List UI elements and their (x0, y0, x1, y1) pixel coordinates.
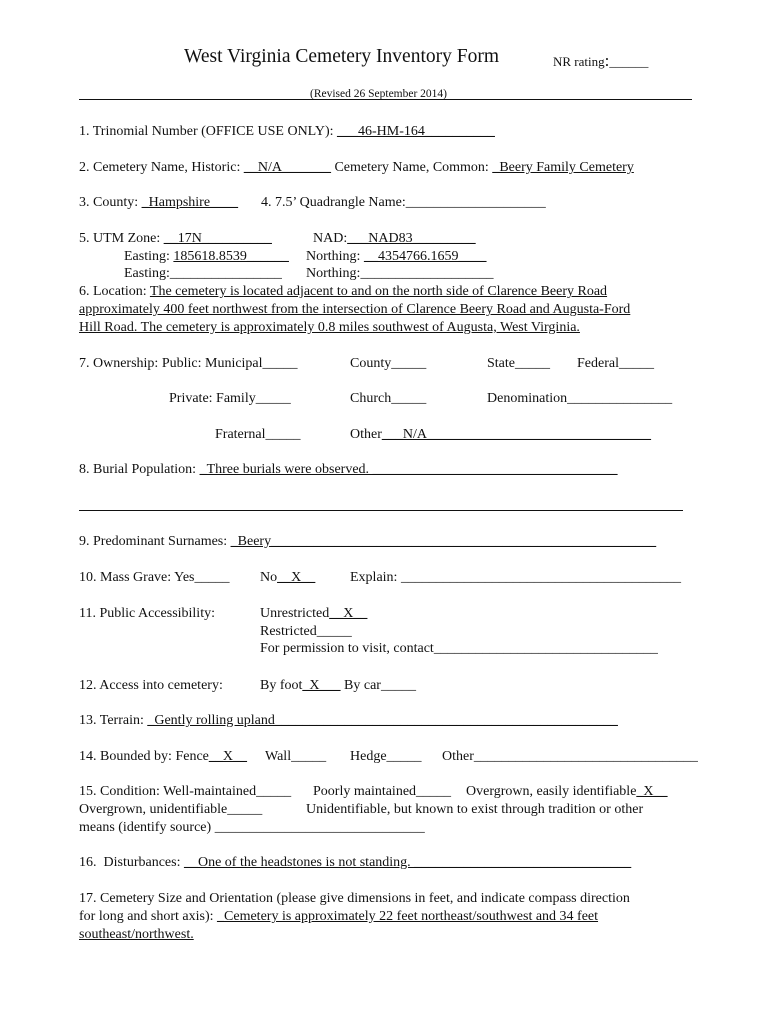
access-foot-field[interactable]: _X___ (302, 678, 341, 693)
access-car-field[interactable]: By car_____ (344, 678, 416, 693)
county-row (79, 194, 238, 212)
mass-grave-explain-label: Explain: (350, 570, 401, 585)
revised-date: (Revised 26 September 2014) (310, 88, 448, 100)
size-orientation-row (79, 908, 598, 926)
easting-label-1: Easting: (124, 249, 174, 264)
historic-name-label: 2. Cemetery Name, Historic: (79, 160, 244, 175)
utm-zone-field[interactable]: __17N__________ (163, 231, 272, 246)
bounded-hedge-field[interactable]: Hedge_____ (350, 749, 422, 764)
ownership-fraternal[interactable]: Fraternal_____ (215, 427, 301, 442)
condition-poorly-maintained[interactable]: Poorly maintained_____ (313, 784, 452, 799)
trinomial-number-row (79, 123, 495, 141)
common-name-label: Cemetery Name, Common: (330, 160, 493, 175)
permission-row (260, 640, 658, 658)
mass-grave-no-field[interactable]: __X__ (277, 570, 316, 585)
nr-rating-field[interactable]: ______ (609, 54, 649, 69)
easting-row-1 (124, 248, 289, 266)
ownership-church[interactable]: Church_____ (350, 391, 427, 406)
location-row (79, 283, 607, 301)
ownership-other-label: Other (350, 427, 382, 442)
bounded-fence-label: 14. Bounded by: Fence (79, 749, 209, 764)
bounded-fence-row (79, 748, 247, 766)
bounded-other-field[interactable]: ________________________________ (473, 749, 698, 764)
ownership-family[interactable]: Private: Family_____ (169, 391, 291, 406)
public-accessibility-label: 11. Public Accessibility: (79, 606, 215, 621)
access-label: 12. Access into cemetery: (79, 678, 223, 693)
permission-label: For permission to visit, contact (260, 641, 434, 656)
bounded-wall-field[interactable]: Wall_____ (265, 749, 327, 764)
mass-grave-explain-row (350, 569, 681, 587)
ownership-denomination[interactable]: Denomination_______________ (487, 391, 673, 406)
burial-population-row (79, 461, 618, 479)
utm-zone-label: 5. UTM Zone: (79, 231, 164, 246)
trinomial-field[interactable]: ___46-HM-164__________ (337, 124, 495, 139)
common-name-field[interactable]: _Beery Family Cemetery (492, 160, 634, 175)
surnames-field[interactable]: _Beery_______________________________________________________ (230, 534, 657, 549)
terrain-label: 13. Terrain: (79, 713, 148, 728)
ownership-federal[interactable]: Federal_____ (577, 356, 654, 371)
condition-unidentifiable-known[interactable]: Unidentifiable, but known to exist through tradition or other (306, 802, 644, 817)
condition-overgrown-identifiable-row (466, 783, 668, 801)
surnames-row (79, 533, 656, 551)
surnames-label: 9. Predominant Surnames: (79, 534, 231, 549)
condition-overgrown-unidentifiable[interactable]: Overgrown, unidentifiable_____ (79, 802, 263, 817)
size-orientation-field-continued[interactable]: southeast/northwest. (79, 927, 194, 942)
nr-rating (553, 52, 648, 71)
nr-rating-colon: : (604, 51, 610, 70)
northing-field-2[interactable]: ___________________ (360, 266, 494, 281)
restricted-field[interactable]: Restricted_____ (260, 624, 352, 639)
nr-rating-label: NR rating (553, 54, 605, 69)
bounded-fence-field[interactable]: __X__ (208, 749, 247, 764)
quadrangle-row (261, 194, 546, 212)
trinomial-label: 1. Trinomial Number (OFFICE USE ONLY): (79, 124, 337, 139)
disturbances-row (79, 854, 631, 872)
historic-name-field[interactable]: __N/A_______ (243, 160, 331, 175)
nad-field[interactable]: ___NAD83_________ (347, 231, 476, 246)
location-label: 6. Location: (79, 284, 150, 299)
disturbances-label: 16. Disturbances: (79, 855, 184, 870)
terrain-field[interactable]: _Gently rolling upland_________________________________________________ (147, 713, 618, 728)
easting-field-2[interactable]: ________________ (169, 266, 282, 281)
location-line-3[interactable]: Hill Road. The cemetery is approximately 0.8 miles southwest of Augusta, West Virginia. (79, 320, 580, 335)
northing-row-1 (306, 248, 486, 266)
easting-field-1[interactable]: 185618.8539______ (173, 249, 289, 264)
quadrangle-field[interactable]: ____________________ (405, 195, 546, 210)
county-label: 3. County: (79, 195, 142, 210)
burial-population-continuation-line[interactable] (79, 510, 683, 511)
mass-grave-no-label: No (260, 570, 278, 585)
northing-label-2: Northing: (306, 266, 361, 281)
ownership-county[interactable]: County_____ (350, 356, 427, 371)
condition-overgrown-identifiable-field[interactable]: _X__ (636, 784, 668, 799)
county-field[interactable]: _Hampshire____ (141, 195, 239, 210)
unrestricted-field[interactable]: __X__ (329, 606, 368, 621)
ownership-municipal[interactable]: 7. Ownership: Public: Municipal_____ (79, 356, 298, 371)
nad-label: NAD: (313, 231, 348, 246)
terrain-row (79, 712, 618, 730)
condition-source-field[interactable]: ______________________________ (214, 820, 425, 835)
mass-grave-yes[interactable]: 10. Mass Grave: Yes_____ (79, 570, 230, 585)
bounded-other-label: Other (442, 749, 474, 764)
utm-zone-row (79, 230, 272, 248)
unrestricted-row (260, 605, 367, 623)
easting-row-2 (124, 265, 282, 283)
size-orientation-prompt: 17. Cemetery Size and Orientation (please give dimensions in feet, and indicate compass direction (79, 891, 630, 906)
burial-population-label: 8. Burial Population: (79, 462, 200, 477)
header-divider (79, 99, 692, 100)
northing-row-2 (306, 265, 493, 283)
condition-source-label: means (identify source) (79, 820, 215, 835)
easting-label-2: Easting: (124, 266, 170, 281)
disturbances-field[interactable]: __One of the headstones is not standing. _______________________________ (183, 855, 632, 870)
cemetery-name-row (79, 159, 634, 177)
access-foot-label: By foot (260, 678, 303, 693)
unrestricted-label: Unrestricted (260, 606, 330, 621)
location-line-2[interactable]: approximately 400 feet northwest from the intersection of Clarence Beery Road and Augusta-Ford (79, 302, 631, 317)
northing-field-1[interactable]: __4354766.1659____ (363, 249, 487, 264)
ownership-other-row (350, 426, 651, 444)
location-line-1[interactable]: The cemetery is located adjacent to and on the north side of Clarence Beery Road (149, 284, 608, 299)
form-title: West Virginia Cemetery Inventory Form (184, 46, 499, 67)
permission-field[interactable]: ________________________________ (433, 641, 658, 656)
mass-grave-no-row (260, 569, 315, 587)
condition-well-maintained[interactable]: 15. Condition: Well-maintained_____ (79, 784, 292, 799)
access-foot-row (260, 677, 416, 695)
mass-grave-explain-field[interactable]: ________________________________________ (400, 570, 681, 585)
size-orientation-label: for long and short axis): (79, 909, 218, 924)
burial-population-field[interactable]: _Three burials were observed. ___________________________________ (199, 462, 618, 477)
nad-row (313, 230, 476, 248)
condition-overgrown-identifiable-label: Overgrown, easily identifiable (466, 784, 637, 799)
size-orientation-field[interactable]: _Cemetery is approximately 22 feet northeast/southwest and 34 feet (217, 909, 599, 924)
condition-source-row (79, 819, 425, 837)
ownership-state[interactable]: State_____ (487, 356, 550, 371)
quadrangle-label: 4. 7.5’ Quadrangle Name: (261, 195, 406, 210)
bounded-other-row (442, 748, 698, 766)
ownership-other-field[interactable]: ___N/A________________________________ (381, 427, 652, 442)
northing-label-1: Northing: (306, 249, 364, 264)
